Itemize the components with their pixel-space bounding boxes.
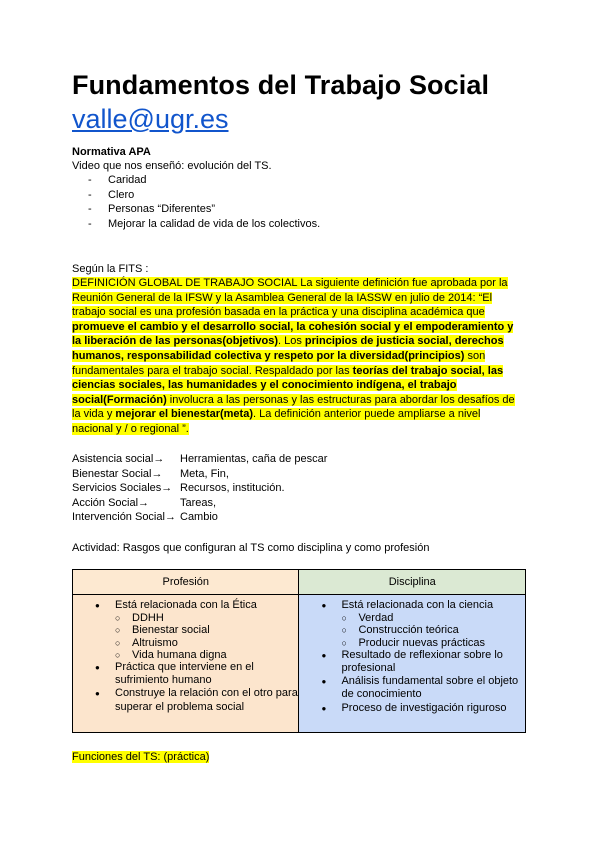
table-bullet — [299, 675, 525, 701]
definition-line — [72, 393, 524, 408]
definition-line — [72, 291, 524, 306]
pair-value: Cambio — [180, 511, 218, 524]
list-item: - Caridad — [88, 174, 147, 186]
definition-segment: humanos, responsabilidad colectiva y respeto por la diversidad(principios) — [72, 349, 465, 362]
definition-segment: trabajo social es una profesión basada en la práctica y una disciplina académica que — [72, 306, 485, 319]
email-link[interactable]: valle@ugr.es — [72, 104, 229, 134]
definition-line — [72, 364, 524, 379]
table-bullet — [73, 661, 298, 687]
definition-segment: mejorar el bienestar(meta) — [115, 408, 253, 421]
bullet-text: Proceso de investigación riguroso — [341, 701, 507, 714]
pair-value: Recursos, institución. — [180, 482, 285, 495]
sub-bullet: ○ Verdad — [341, 612, 525, 624]
definition-segment: ciencias sociales, las humanidades y el conocimiento indígena, el trabajo — [72, 379, 457, 392]
definition-line — [72, 349, 524, 364]
list-item: - Mejorar la calidad de vida de los colectivos. — [88, 217, 321, 230]
definition-line — [72, 422, 524, 437]
list-item: - Personas “Diferentes” — [88, 203, 215, 216]
bullet-text: Construye la relación con el otro para superar el problema social — [115, 687, 298, 713]
comparison-table — [72, 569, 526, 733]
sub-bullet: ○ Construcción teórica — [341, 624, 525, 636]
table-bullet — [73, 599, 298, 661]
definition-segment: . Los — [278, 335, 305, 348]
evolution-list — [88, 173, 320, 231]
fits-intro: Según la FITS : — [72, 263, 149, 275]
sub-bullet: ○ Vida humana digna — [115, 649, 298, 661]
definition-line — [72, 378, 524, 393]
pair-value: Tareas, — [180, 496, 217, 509]
pair-value: Meta, Fin, — [180, 467, 229, 480]
bullet-text: Está relacionada con la Ética — [115, 599, 257, 611]
bullet-text: Práctica que interviene en el sufrimiento humano — [115, 661, 254, 687]
definition-segment: promueve el cambio y el desarrollo social, la cohesión social y el empoderamiento y — [72, 320, 514, 333]
document-title: Fundamentos del Trabajo Social — [72, 70, 490, 100]
bullet-text: Resultado de reflexionar sobre lo profesional — [341, 648, 503, 675]
definition-segment: Reunión General de la IFSW y la Asamblea General de la IASSW en julio de 2014: “El — [72, 291, 493, 304]
definition-segment: la vida y — [72, 408, 116, 421]
definition-segment: DEFINICIÓN GLOBAL DE TRABAJO SOCIAL La siguiente definición fue aprobada por la — [72, 277, 508, 289]
pair-value: Herramientas, caña de pescar — [180, 453, 328, 465]
activity-text: Actividad: Rasgos que configuran al TS como disciplina y como profesión — [72, 542, 430, 554]
pair-key: Servicios Sociales→ — [72, 482, 173, 495]
bullet-text: Análisis fundamental sobre el objeto de conocimiento — [341, 675, 519, 701]
definition-segment: nacional y / o regional ”. — [72, 422, 189, 435]
profesion-cell — [73, 595, 299, 733]
definition-segment: involucra a las personas y las estructuras para abordar los desafíos de — [166, 393, 515, 406]
pair-key: Acción Social→ — [72, 496, 150, 509]
sub-bullet: ○ Bienestar social — [115, 624, 298, 636]
table-bullet — [73, 687, 298, 713]
definition-segment: teorías del trabajo social, las — [352, 364, 504, 377]
disciplina-cell — [299, 595, 526, 733]
normativa-label: Normativa APA — [72, 146, 151, 158]
definition-line — [72, 305, 524, 320]
functions-heading: Funciones del TS: (práctica) — [72, 751, 210, 763]
table-bullet — [299, 702, 525, 715]
definition-segment: . La definición anterior puede ampliarse a nivel — [252, 408, 481, 421]
table-bullet — [299, 649, 525, 675]
definition-line — [72, 407, 524, 422]
pair-key: Asistencia social→ — [72, 453, 165, 465]
header-disciplina: Disciplina — [299, 570, 526, 595]
definition-segment: son — [464, 349, 486, 362]
definition-segment: social(Formación) — [72, 393, 167, 406]
definition-line — [72, 276, 524, 291]
definition-segment: fundamentales para el trabajo social. Respaldado por las — [72, 364, 353, 377]
definition-segment: la liberación de las personas(objetivos) — [72, 335, 279, 348]
bullet-text: Está relacionada con la ciencia — [341, 599, 494, 611]
definition-line — [72, 334, 524, 349]
pair-key: Bienestar Social→ — [72, 467, 163, 480]
table-bullet — [299, 599, 525, 649]
list-item: - Clero — [88, 188, 135, 201]
sub-bullet: ○ Altruismo — [115, 637, 298, 649]
definition-paragraph — [72, 276, 524, 437]
definition-segment: principios de justicia social, derechos — [304, 335, 504, 348]
definition-line — [72, 320, 524, 335]
video-intro: Video que nos enseñó: evolución del TS. — [72, 160, 272, 172]
pair-key: Intervención Social→ — [72, 511, 176, 524]
header-profesion: Profesión — [73, 570, 299, 595]
sub-bullet: ○ Producir nuevas prácticas — [341, 637, 525, 649]
sub-bullet: ○ DDHH — [115, 612, 298, 624]
